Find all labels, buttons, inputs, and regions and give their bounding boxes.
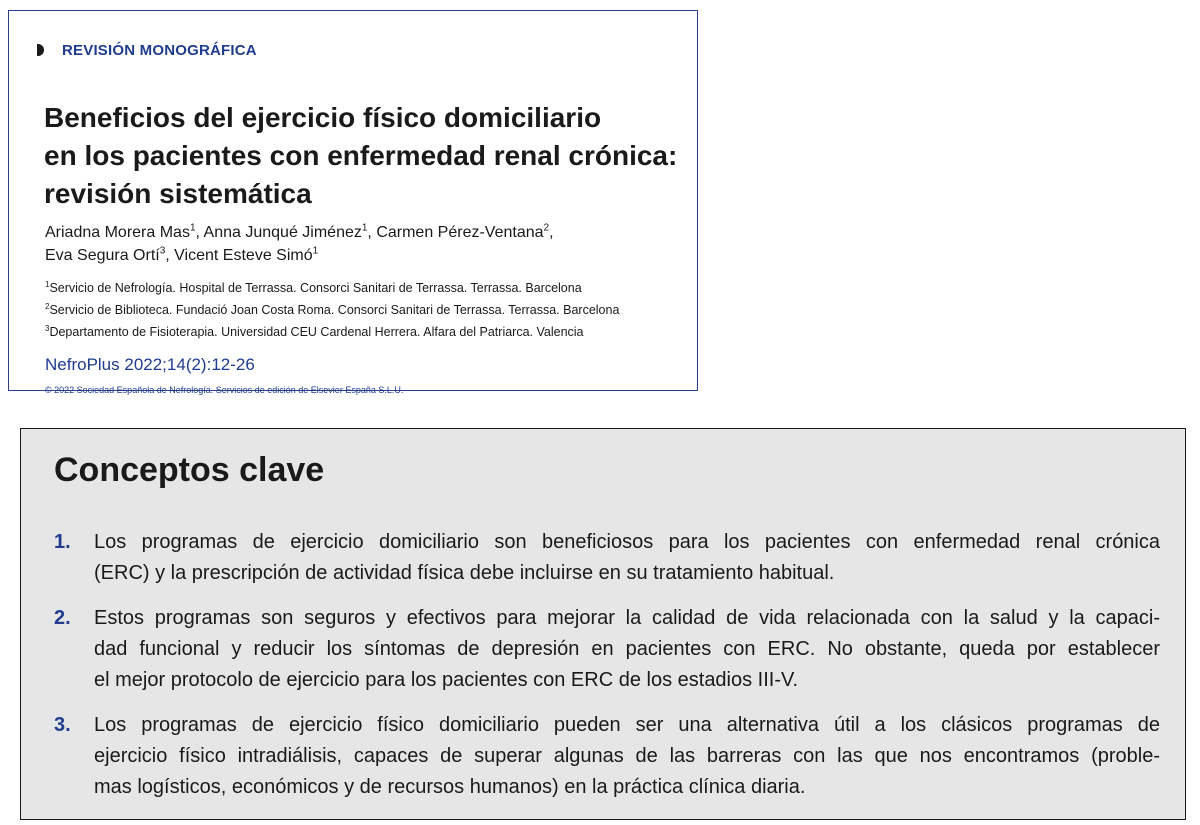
text-line: dad funcional y reducir los síntomas de depresión en pacientes con ERC. No obstante, queda por establecer bbox=[94, 638, 1160, 660]
key-concept-item bbox=[54, 603, 1160, 696]
half-circle-bullet-icon bbox=[37, 44, 44, 56]
section-label: REVISIÓN MONOGRÁFICA bbox=[62, 41, 257, 59]
affiliation-text: Departamento de Fisioterapia. Universidad CEU Cardenal Herrera. Alfara del Patriarca. Valencia bbox=[49, 325, 584, 339]
key-concept-text bbox=[94, 603, 1160, 696]
key-concept-item bbox=[54, 527, 1160, 589]
author-name: Carmen Pérez-Ventana bbox=[376, 224, 544, 241]
affiliation-number: 2 bbox=[45, 301, 50, 311]
text-line: mas logísticos, económicos y de recursos humanos) en la práctica clínica diaria. bbox=[94, 776, 806, 798]
affiliation-text: Servicio de Biblioteca. Fundació Joan Costa Roma. Consorci Sanitari de Terrassa. Terrassa. Barcelona bbox=[49, 303, 620, 317]
affiliation-number: 1 bbox=[45, 279, 50, 289]
section-row bbox=[37, 39, 257, 61]
title-line: Beneficios del ejercicio físico domiciliario bbox=[44, 102, 602, 133]
key-concept-text bbox=[94, 710, 1160, 803]
author-affiliation-mark: 1 bbox=[189, 222, 196, 234]
article-title bbox=[44, 99, 704, 213]
affiliation-text: Servicio de Nefrología. Hospital de Terrassa. Consorci Sanitari de Terrassa. Terrassa. Barcelona bbox=[49, 281, 582, 295]
author-line: Ariadna Morera Mas$^1$, Anna Junqué Jiménez$^1$, Carmen Pérez-Ventana$^2$, bbox=[45, 222, 554, 241]
author-affiliation-mark: 1 bbox=[361, 222, 368, 234]
author-affiliation-mark: 3 bbox=[159, 245, 166, 257]
key-concept-number: 1. bbox=[54, 531, 71, 553]
key-concept-number: 3. bbox=[54, 714, 71, 736]
key-concepts-heading: Conceptos clave bbox=[54, 451, 325, 489]
copyright-notice: © 2022 Sociedad Española de Nefrología. Servicios de edición de Elsevier España S.L.U. bbox=[45, 385, 404, 395]
author-name: Eva Segura Ortí bbox=[45, 247, 160, 264]
author-affiliation-mark: 2 bbox=[543, 222, 550, 234]
author-list bbox=[45, 221, 554, 267]
title-line: revisión sistemática bbox=[44, 178, 312, 209]
text-line: (ERC) y la prescripción de actividad física debe incluirse en su tratamiento habitual. bbox=[94, 562, 835, 584]
affiliation bbox=[45, 277, 619, 299]
text-line: Estos programas son seguros y efectivos para mejorar la calidad de vida relacionada con la salud y la capaci- bbox=[94, 607, 1160, 629]
author-line: Eva Segura Ortí$^3$, Vicent Esteve Simó$^1$ bbox=[45, 245, 319, 264]
text-line: ejercicio físico intradiálisis, capaces de superar algunas de las barreras con las que nos encontramos (proble- bbox=[94, 745, 1160, 767]
text-line: el mejor protocolo de ejercicio para los pacientes con ERC de los estadios III-V. bbox=[94, 669, 799, 691]
affiliation-number: 3 bbox=[45, 323, 50, 333]
affiliation bbox=[45, 299, 619, 321]
author-affiliation-mark: 1 bbox=[312, 245, 319, 257]
text-line: Los programas de ejercicio domiciliario son beneficiosos para los pacientes con enfermedad renal crónica bbox=[94, 531, 1160, 553]
key-concepts-list bbox=[54, 527, 1160, 817]
author-name: Vicent Esteve Simó bbox=[174, 247, 313, 264]
article-header bbox=[8, 10, 698, 395]
text-line: Los programas de ejercicio físico domiciliario pueden ser una alternativa útil a los clásicos programas de bbox=[94, 714, 1160, 736]
author-name: Anna Junqué Jiménez bbox=[203, 224, 362, 241]
key-concepts-box bbox=[20, 428, 1186, 820]
title-line: en los pacientes con enfermedad renal crónica: bbox=[44, 140, 678, 171]
author-name: Ariadna Morera Mas bbox=[45, 224, 190, 241]
key-concept-text bbox=[94, 527, 1160, 589]
journal-citation: NefroPlus 2022;14(2):12-26 bbox=[45, 355, 255, 374]
affiliation-list bbox=[45, 277, 619, 343]
affiliation bbox=[45, 321, 619, 343]
key-concept-number: 2. bbox=[54, 607, 71, 629]
key-concept-item bbox=[54, 710, 1160, 803]
